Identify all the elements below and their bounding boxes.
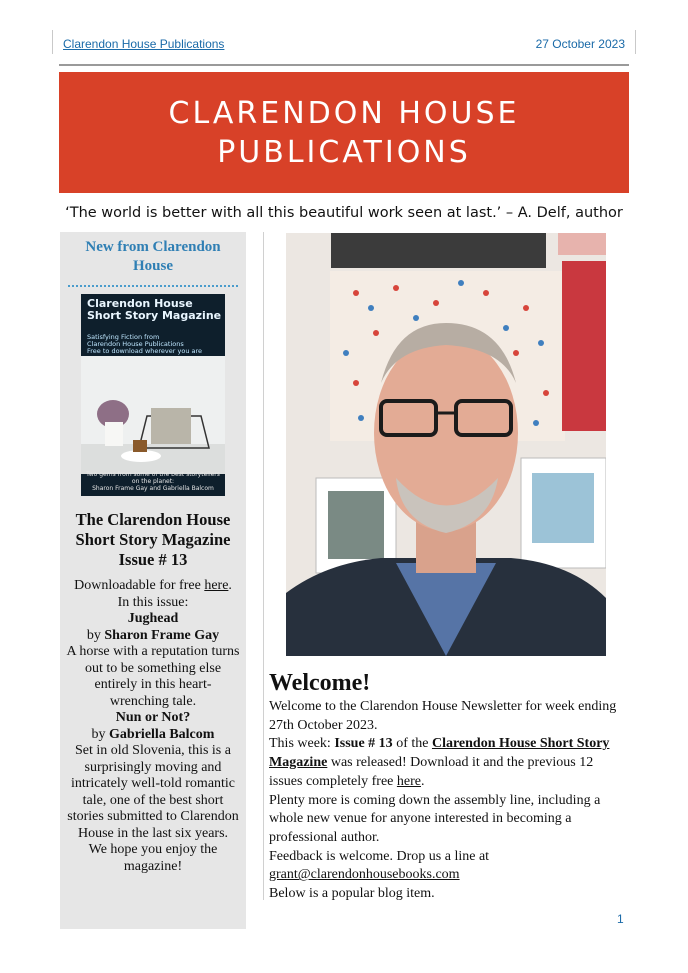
email-line	[269, 866, 617, 885]
welcome-line-4: Feedback is welcome. Drop us a line at	[269, 848, 490, 864]
story-2-description: Set in old Slovenia, this is a surprisingly moving and intricately well-told romantic tale, one of the best short stories submitted to Clarendon House in the last six years.	[67, 743, 239, 841]
magazine-cover-image[interactable]	[81, 294, 225, 496]
email-link[interactable]: grant@clarendonhousebooks.com	[269, 867, 460, 883]
cover-footer-line-1: Two gems from some of the best storytellers on the planet:	[86, 471, 220, 485]
welcome-line-2	[269, 735, 617, 791]
story-1-title	[66, 611, 240, 628]
banner-line-1: CLARENDON HOUSE	[168, 95, 520, 131]
closing-note: We hope you enjoy the magazine!	[88, 842, 218, 874]
story-2-author: Gabriella Balcom	[109, 726, 215, 742]
released-text: was released! Download it and the previous 12 issues completely free	[269, 755, 594, 789]
issue-number: Issue # 13	[334, 736, 393, 752]
story-1-author: Sharon Frame Gay	[104, 627, 220, 643]
story-1-description: A horse with a reputation turns out to be something else entirely in this heart-wrenching tale.	[66, 644, 240, 709]
cover-title-line-2: Short Story Magazine	[87, 309, 222, 322]
download-line	[66, 578, 240, 595]
story-2-byline	[66, 727, 240, 744]
publisher-banner	[59, 72, 629, 193]
cover-footer	[85, 471, 221, 492]
cover-photo	[81, 356, 225, 474]
period: .	[421, 773, 425, 789]
site-link[interactable]: Clarendon House Publications	[63, 37, 225, 51]
magazine-title-line-2: Short Story Magazine	[75, 530, 231, 549]
editor-photo	[286, 233, 606, 656]
banner-line-2: PUBLICATIONS	[217, 134, 471, 170]
here-link[interactable]: here	[396, 773, 421, 789]
sidebar	[60, 232, 246, 929]
newsletter-date: 27 October 2023	[535, 37, 625, 51]
story-1-title-text: Jughead	[127, 611, 179, 626]
column-divider	[263, 232, 264, 900]
issue-contents	[66, 578, 240, 875]
cover-subtitle-line-1: Satisfying Fiction from	[87, 333, 160, 341]
magazine-issue: Issue # 13	[118, 550, 188, 569]
download-period: .	[228, 578, 232, 593]
story-1-byline	[66, 628, 240, 645]
story-2-title	[66, 710, 240, 727]
top-bar	[52, 30, 636, 54]
story-1-by: by	[86, 627, 105, 643]
welcome-line-3: Plenty more is coming down the assembly line, including a whole new venue for anyone interested in becoming a professional author.	[269, 792, 601, 845]
cover-title-line-1: Clarendon House	[87, 297, 193, 310]
story-2-by: by	[91, 726, 110, 742]
story-2-title-text: Nun or Not?	[115, 710, 191, 725]
cover-subtitle-line-3: Free to download wherever you are	[87, 347, 203, 355]
magazine-link-text: Clarendon House Short Story Magazine	[269, 736, 610, 771]
testimonial-quote: ‘The world is better with all this beautiful work seen at last.’ – A. Delf, author	[65, 205, 623, 221]
welcome-line-1: Welcome to the Clarendon House Newsletter for week ending 27th October 2023.	[269, 699, 617, 733]
download-here-link[interactable]: here	[204, 578, 229, 593]
page-number: 1	[617, 912, 624, 926]
cover-subtitle-line-2: Clarendon House Publications	[87, 340, 184, 348]
download-text: Downloadable for free	[74, 578, 205, 593]
magazine-title	[64, 510, 242, 570]
welcome-heading: Welcome!	[269, 670, 371, 696]
magazine-title-line-1: The Clarendon House	[75, 510, 231, 529]
in-issue-label: In this issue:	[117, 594, 189, 610]
cover-footer-line-2: Sharon Frame Gay and Gabriella Balcom	[92, 485, 214, 492]
of-text: of the	[392, 736, 432, 752]
welcome-body	[269, 698, 617, 904]
header-rule	[59, 64, 629, 66]
sidebar-title: New from Clarendon House	[68, 238, 238, 287]
this-week-label: This week:	[269, 736, 335, 752]
cover-subtitle	[87, 334, 202, 355]
cover-title	[87, 298, 221, 322]
welcome-line-5: Below is a popular blog item.	[269, 886, 435, 902]
